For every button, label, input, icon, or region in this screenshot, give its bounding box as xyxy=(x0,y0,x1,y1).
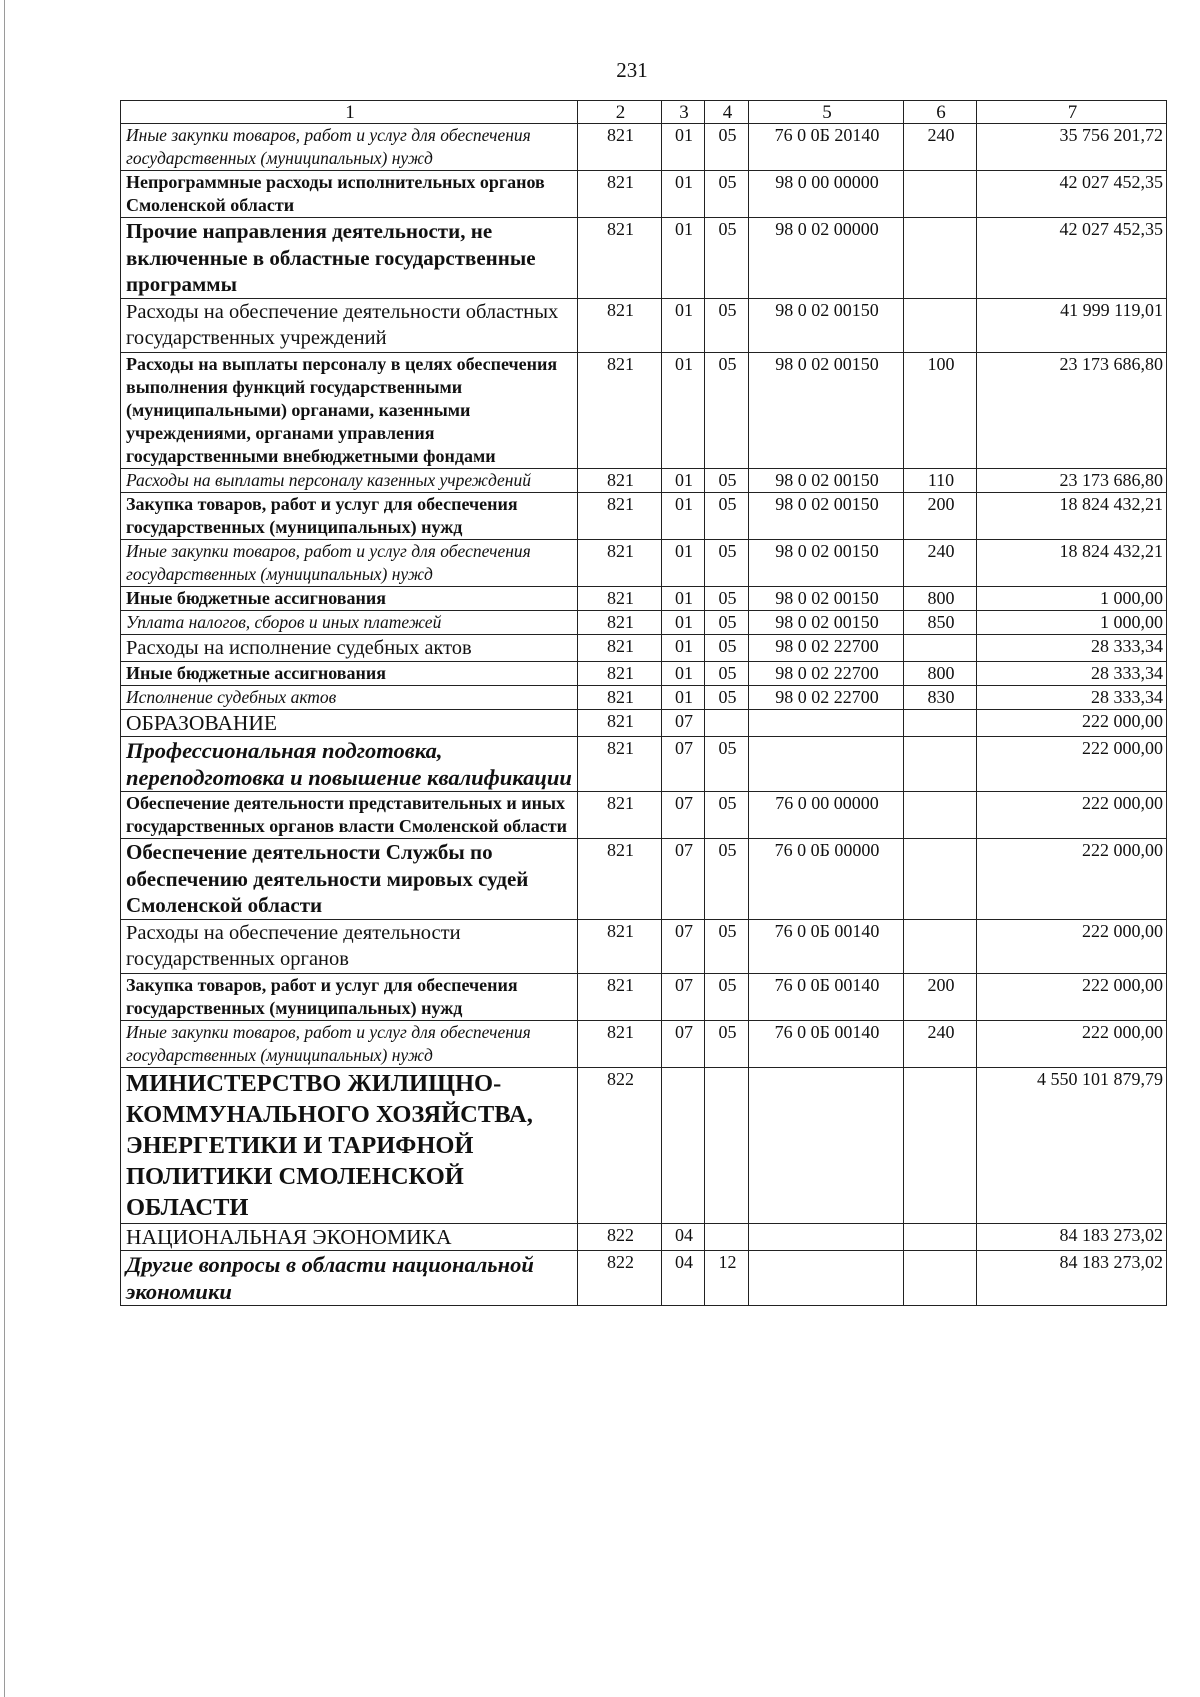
subsection-code xyxy=(705,710,749,737)
amount: 1 000,00 xyxy=(977,586,1167,610)
expense-type-code: 200 xyxy=(904,492,977,539)
admin-code: 821 xyxy=(578,710,662,737)
subsection-code: 05 xyxy=(705,919,749,973)
section-code: 01 xyxy=(662,171,705,218)
target-code: 76 0 0Б 00140 xyxy=(749,919,904,973)
table-row xyxy=(121,610,1167,634)
table-row xyxy=(121,973,1167,1020)
expense-type-code: 850 xyxy=(904,610,977,634)
row-name: Прочие направления деятельности, не включенные в областные государственные программы xyxy=(121,218,578,299)
row-name: Расходы на исполнение судебных актов xyxy=(121,634,578,662)
amount: 18 824 432,21 xyxy=(977,539,1167,586)
row-name: Закупка товаров, работ и услуг для обеспечения государственных (муниципальных) нужд xyxy=(121,973,578,1020)
column-header: 6 xyxy=(904,101,977,124)
expense-type-code: 240 xyxy=(904,124,977,171)
row-name: Профессиональная подготовка, переподготовка и повышение квалификации xyxy=(121,737,578,792)
target-code: 76 0 0Б 00140 xyxy=(749,1020,904,1067)
subsection-code: 05 xyxy=(705,539,749,586)
amount: 41 999 119,01 xyxy=(977,298,1167,352)
target-code: 98 0 02 22700 xyxy=(749,686,904,710)
amount: 28 333,34 xyxy=(977,634,1167,662)
subsection-code: 05 xyxy=(705,218,749,299)
table-row xyxy=(121,1223,1167,1250)
subsection-code: 05 xyxy=(705,634,749,662)
amount: 23 173 686,80 xyxy=(977,352,1167,468)
subsection-code: 05 xyxy=(705,792,749,839)
row-name: Уплата налогов, сборов и иных платежей xyxy=(121,610,578,634)
amount: 4 550 101 879,79 xyxy=(977,1067,1167,1223)
table-row xyxy=(121,171,1167,218)
amount: 1 000,00 xyxy=(977,610,1167,634)
section-code: 07 xyxy=(662,839,705,920)
section-code: 01 xyxy=(662,352,705,468)
section-code: 01 xyxy=(662,539,705,586)
expense-type-code xyxy=(904,634,977,662)
column-header: 2 xyxy=(578,101,662,124)
section-code: 01 xyxy=(662,610,705,634)
amount: 84 183 273,02 xyxy=(977,1250,1167,1305)
budget-table xyxy=(120,100,1167,1306)
expense-type-code: 800 xyxy=(904,586,977,610)
table-row xyxy=(121,792,1167,839)
amount: 28 333,34 xyxy=(977,686,1167,710)
target-code: 98 0 02 00150 xyxy=(749,298,904,352)
expense-type-code xyxy=(904,1250,977,1305)
table-row xyxy=(121,634,1167,662)
admin-code: 821 xyxy=(578,468,662,492)
admin-code: 821 xyxy=(578,662,662,686)
row-name: Обеспечение деятельности Службы по обеспечению деятельности мировых судей Смоленской области xyxy=(121,839,578,920)
target-code xyxy=(749,1223,904,1250)
amount: 35 756 201,72 xyxy=(977,124,1167,171)
section-code: 07 xyxy=(662,973,705,1020)
amount: 222 000,00 xyxy=(977,710,1167,737)
subsection-code: 05 xyxy=(705,737,749,792)
section-code: 01 xyxy=(662,686,705,710)
row-name: Исполнение судебных актов xyxy=(121,686,578,710)
table-row xyxy=(121,492,1167,539)
admin-code: 822 xyxy=(578,1223,662,1250)
row-name: Расходы на выплаты персоналу казенных учреждений xyxy=(121,468,578,492)
admin-code: 821 xyxy=(578,610,662,634)
section-code: 04 xyxy=(662,1250,705,1305)
row-name: Иные бюджетные ассигнования xyxy=(121,586,578,610)
section-code: 04 xyxy=(662,1223,705,1250)
table-row xyxy=(121,352,1167,468)
subsection-code: 05 xyxy=(705,468,749,492)
subsection-code: 05 xyxy=(705,839,749,920)
subsection-code: 05 xyxy=(705,973,749,1020)
target-code: 98 0 02 00150 xyxy=(749,610,904,634)
admin-code: 821 xyxy=(578,352,662,468)
row-name: Непрограммные расходы исполнительных органов Смоленской области xyxy=(121,171,578,218)
table-row xyxy=(121,737,1167,792)
target-code: 76 0 0Б 00000 xyxy=(749,839,904,920)
subsection-code: 05 xyxy=(705,352,749,468)
row-name: Другие вопросы в области национальной экономики xyxy=(121,1250,578,1305)
expense-type-code: 100 xyxy=(904,352,977,468)
admin-code: 821 xyxy=(578,492,662,539)
admin-code: 821 xyxy=(578,218,662,299)
row-name: Расходы на выплаты персоналу в целях обеспечения выполнения функций государственными (муниципальными) органами, казенными учреждениями, органами управления государственными внебюджетными фондами xyxy=(121,352,578,468)
section-code: 01 xyxy=(662,124,705,171)
admin-code: 821 xyxy=(578,792,662,839)
section-code: 01 xyxy=(662,492,705,539)
admin-code: 821 xyxy=(578,686,662,710)
section-code: 07 xyxy=(662,737,705,792)
table-row xyxy=(121,1250,1167,1305)
section-code: 01 xyxy=(662,662,705,686)
table-row xyxy=(121,218,1167,299)
scan-edge-line xyxy=(4,0,5,1697)
section-code: 07 xyxy=(662,792,705,839)
column-header: 7 xyxy=(977,101,1167,124)
subsection-code: 05 xyxy=(705,686,749,710)
target-code: 98 0 02 00150 xyxy=(749,468,904,492)
table-row xyxy=(121,686,1167,710)
admin-code: 821 xyxy=(578,973,662,1020)
amount: 84 183 273,02 xyxy=(977,1223,1167,1250)
subsection-code: 05 xyxy=(705,124,749,171)
amount: 222 000,00 xyxy=(977,1020,1167,1067)
admin-code: 821 xyxy=(578,171,662,218)
table-row xyxy=(121,298,1167,352)
row-name: Обеспечение деятельности представительных и иных государственных органов власти Смоленской области xyxy=(121,792,578,839)
amount: 222 000,00 xyxy=(977,839,1167,920)
expense-type-code xyxy=(904,737,977,792)
row-name: ОБРАЗОВАНИЕ xyxy=(121,710,578,737)
target-code xyxy=(749,1067,904,1223)
expense-type-code: 240 xyxy=(904,539,977,586)
subsection-code xyxy=(705,1067,749,1223)
target-code xyxy=(749,1250,904,1305)
admin-code: 821 xyxy=(578,298,662,352)
expense-type-code xyxy=(904,298,977,352)
expense-type-code: 200 xyxy=(904,973,977,1020)
amount: 18 824 432,21 xyxy=(977,492,1167,539)
subsection-code: 05 xyxy=(705,492,749,539)
target-code: 98 0 02 00150 xyxy=(749,352,904,468)
header-row xyxy=(121,101,1167,124)
subsection-code: 05 xyxy=(705,1020,749,1067)
target-code: 98 0 00 00000 xyxy=(749,171,904,218)
table-row xyxy=(121,1067,1167,1223)
expense-type-code xyxy=(904,218,977,299)
amount: 23 173 686,80 xyxy=(977,468,1167,492)
admin-code: 821 xyxy=(578,737,662,792)
section-code: 01 xyxy=(662,468,705,492)
table-row xyxy=(121,662,1167,686)
row-name: Расходы на обеспечение деятельности государственных органов xyxy=(121,919,578,973)
row-name: Иные закупки товаров, работ и услуг для обеспечения государственных (муниципальных) нужд xyxy=(121,124,578,171)
row-name: НАЦИОНАЛЬНАЯ ЭКОНОМИКА xyxy=(121,1223,578,1250)
target-code: 98 0 02 00150 xyxy=(749,586,904,610)
amount: 222 000,00 xyxy=(977,737,1167,792)
column-header: 5 xyxy=(749,101,904,124)
column-header: 1 xyxy=(121,101,578,124)
amount: 222 000,00 xyxy=(977,919,1167,973)
admin-code: 821 xyxy=(578,539,662,586)
row-name: Закупка товаров, работ и услуг для обеспечения государственных (муниципальных) нужд xyxy=(121,492,578,539)
admin-code: 821 xyxy=(578,634,662,662)
section-code: 07 xyxy=(662,919,705,973)
row-name: Расходы на обеспечение деятельности областных государственных учреждений xyxy=(121,298,578,352)
table-row xyxy=(121,468,1167,492)
expense-type-code xyxy=(904,1067,977,1223)
table-row xyxy=(121,586,1167,610)
subsection-code: 05 xyxy=(705,586,749,610)
table-row xyxy=(121,839,1167,920)
admin-code: 821 xyxy=(578,124,662,171)
section-code: 01 xyxy=(662,218,705,299)
subsection-code: 05 xyxy=(705,610,749,634)
target-code: 76 0 0Б 00140 xyxy=(749,973,904,1020)
table-row xyxy=(121,919,1167,973)
admin-code: 822 xyxy=(578,1250,662,1305)
subsection-code: 12 xyxy=(705,1250,749,1305)
subsection-code: 05 xyxy=(705,662,749,686)
expense-type-code: 110 xyxy=(904,468,977,492)
admin-code: 821 xyxy=(578,586,662,610)
section-code xyxy=(662,1067,705,1223)
table-row xyxy=(121,539,1167,586)
admin-code: 821 xyxy=(578,919,662,973)
expense-type-code xyxy=(904,919,977,973)
expense-type-code xyxy=(904,710,977,737)
amount: 42 027 452,35 xyxy=(977,218,1167,299)
subsection-code xyxy=(705,1223,749,1250)
target-code: 98 0 02 00150 xyxy=(749,492,904,539)
admin-code: 821 xyxy=(578,1020,662,1067)
row-name: Иные бюджетные ассигнования xyxy=(121,662,578,686)
target-code xyxy=(749,710,904,737)
target-code: 98 0 02 22700 xyxy=(749,634,904,662)
expense-type-code xyxy=(904,792,977,839)
amount: 28 333,34 xyxy=(977,662,1167,686)
amount: 42 027 452,35 xyxy=(977,171,1167,218)
row-name: Иные закупки товаров, работ и услуг для обеспечения государственных (муниципальных) нужд xyxy=(121,1020,578,1067)
page-number: 231 xyxy=(616,58,648,82)
target-code: 76 0 0Б 20140 xyxy=(749,124,904,171)
subsection-code: 05 xyxy=(705,298,749,352)
row-name: Иные закупки товаров, работ и услуг для обеспечения государственных (муниципальных) нужд xyxy=(121,539,578,586)
section-code: 07 xyxy=(662,1020,705,1067)
column-header: 4 xyxy=(705,101,749,124)
table-row xyxy=(121,710,1167,737)
table-row xyxy=(121,1020,1167,1067)
expense-type-code: 800 xyxy=(904,662,977,686)
amount: 222 000,00 xyxy=(977,973,1167,1020)
expense-type-code: 830 xyxy=(904,686,977,710)
row-name: МИНИСТЕРСТВО ЖИЛИЩНО-КОММУНАЛЬНОГО ХОЗЯЙСТВА, ЭНЕРГЕТИКИ И ТАРИФНОЙ ПОЛИТИКИ СМОЛЕНСКОЙ ОБЛАСТИ xyxy=(121,1067,578,1223)
target-code: 76 0 00 00000 xyxy=(749,792,904,839)
subsection-code: 05 xyxy=(705,171,749,218)
column-header: 3 xyxy=(662,101,705,124)
expense-type-code xyxy=(904,1223,977,1250)
expense-type-code xyxy=(904,171,977,218)
admin-code: 821 xyxy=(578,839,662,920)
admin-code: 822 xyxy=(578,1067,662,1223)
section-code: 07 xyxy=(662,710,705,737)
section-code: 01 xyxy=(662,634,705,662)
target-code: 98 0 02 00150 xyxy=(749,539,904,586)
expense-type-code xyxy=(904,839,977,920)
amount: 222 000,00 xyxy=(977,792,1167,839)
target-code xyxy=(749,737,904,792)
section-code: 01 xyxy=(662,586,705,610)
expense-type-code: 240 xyxy=(904,1020,977,1067)
target-code: 98 0 02 00000 xyxy=(749,218,904,299)
section-code: 01 xyxy=(662,298,705,352)
target-code: 98 0 02 22700 xyxy=(749,662,904,686)
table-row xyxy=(121,124,1167,171)
